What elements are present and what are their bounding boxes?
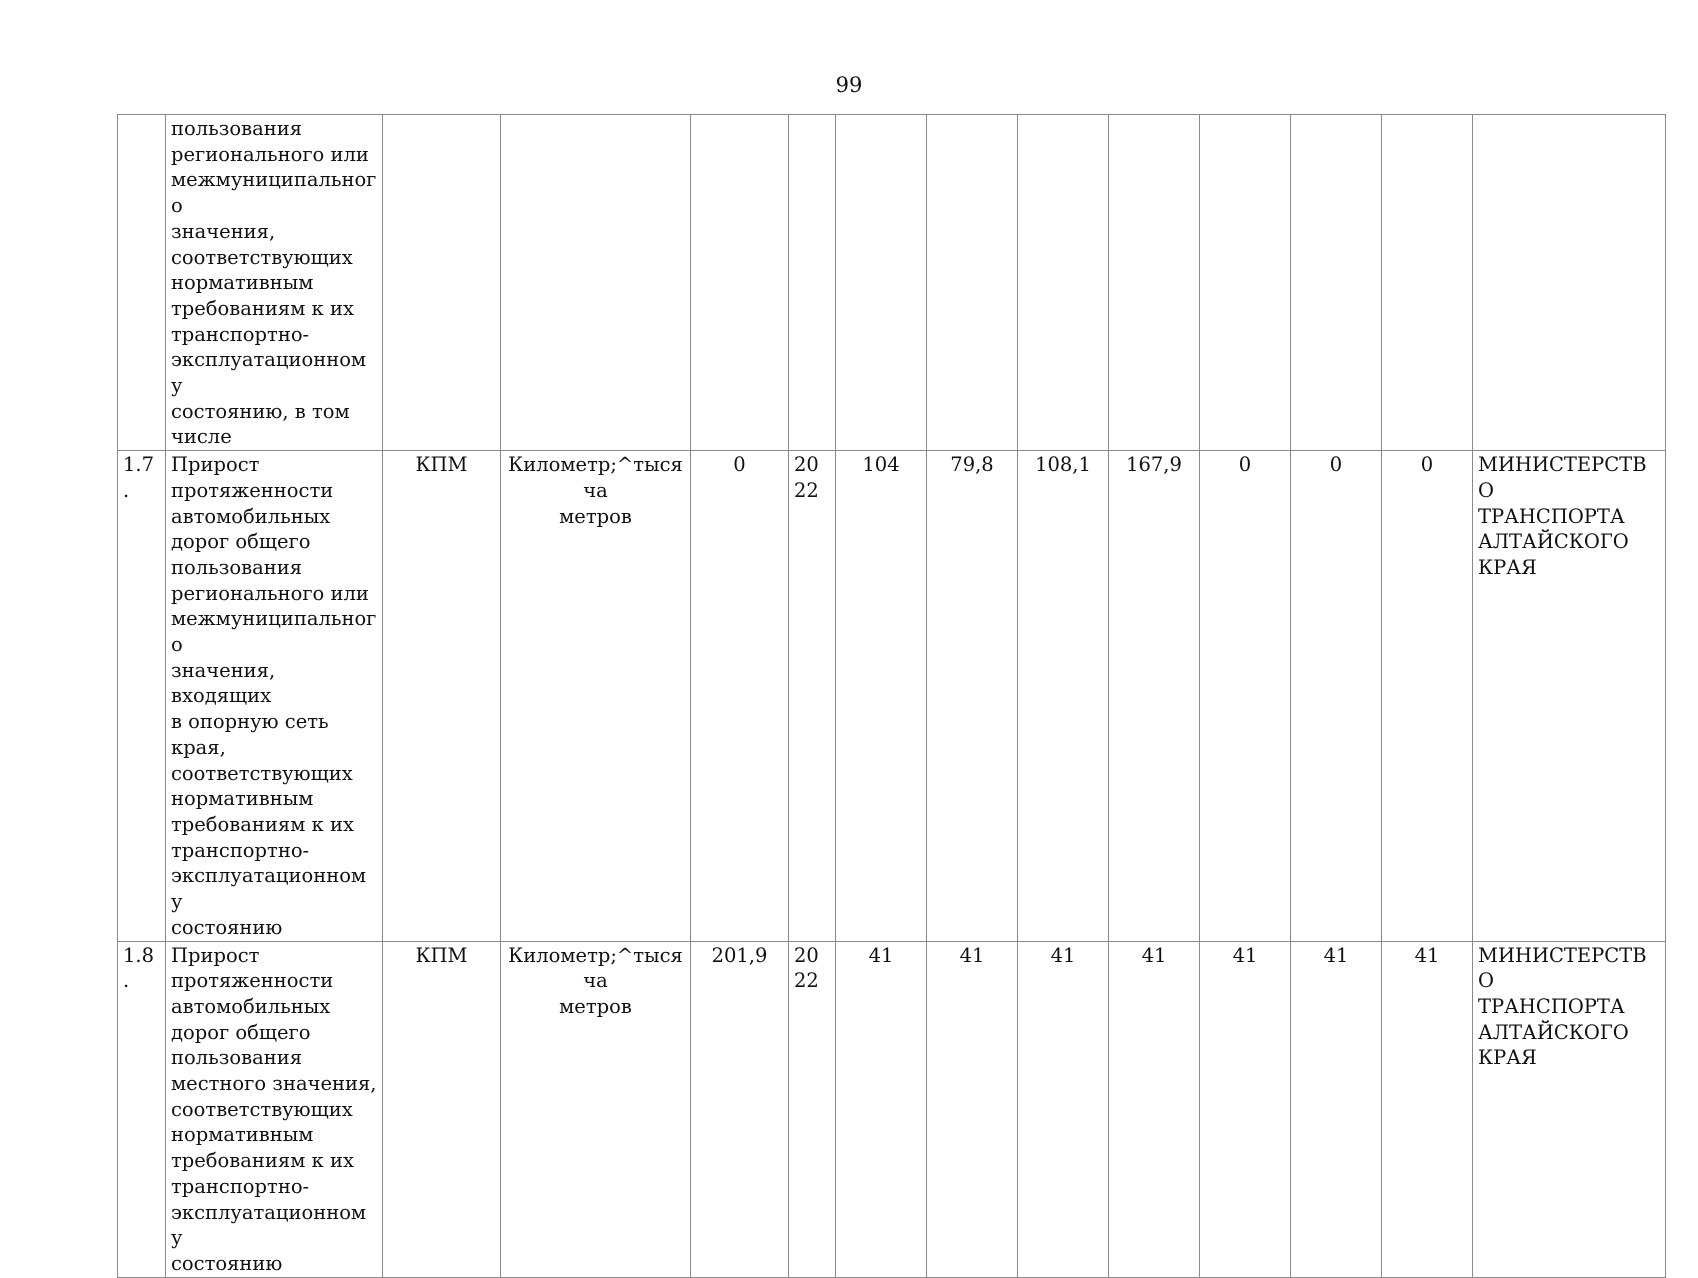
value-cell: [1291, 115, 1382, 451]
value-cell: [1018, 115, 1109, 451]
value-cell: [1109, 115, 1200, 451]
value-cell: 0: [1200, 451, 1291, 941]
row-number-cell: 1.8.: [118, 941, 166, 1277]
indicators-table: [117, 114, 1666, 1278]
value-cell: [927, 115, 1018, 451]
value-cell: [836, 115, 927, 451]
value-cell: 41: [1109, 941, 1200, 1277]
indicator-name-cell: Прирост протяженности автомобильных дорог общего пользования местного значения, соответствующих нормативным требованиям к их транспортно- эксплуатационному состоянию: [166, 941, 383, 1277]
value-cell: 41: [1018, 941, 1109, 1277]
unit-cell: [501, 115, 691, 451]
responsible-cell: МИНИСТЕРСТВО ТРАНСПОРТА АЛТАЙСКОГО КРАЯ: [1473, 941, 1666, 1277]
value-cell: 41: [1291, 941, 1382, 1277]
value-cell: [1200, 115, 1291, 451]
indicator-type-cell: КПМ: [383, 451, 501, 941]
table-row: [118, 941, 1666, 1277]
value-cell: 167,9: [1109, 451, 1200, 941]
base-value-cell: 0: [691, 451, 789, 941]
base-year-cell: 2022: [789, 941, 836, 1277]
row-number-cell: [118, 115, 166, 451]
page-number: 99: [835, 73, 863, 97]
indicator-name-cell: Прирост протяженности автомобильных дорог общего пользования регионального или межмуниципального значения, входящих в опорную сеть края, соответствующих нормативным требованиям к их транспортно- эксплуатационному состоянию: [166, 451, 383, 941]
indicator-type-cell: [383, 115, 501, 451]
value-cell: 41: [1200, 941, 1291, 1277]
responsible-cell: МИНИСТЕРСТВО ТРАНСПОРТА АЛТАЙСКОГО КРАЯ: [1473, 451, 1666, 941]
value-cell: 41: [1382, 941, 1473, 1277]
indicator-name-cell: пользования регионального или межмуниципального значения, соответствующих нормативным требованиям к их транспортно- эксплуатационному состоянию, в том числе: [166, 115, 383, 451]
unit-cell: Километр;^тысяча метров: [501, 941, 691, 1277]
value-cell: 0: [1382, 451, 1473, 941]
table-row: [118, 115, 1666, 451]
value-cell: 104: [836, 451, 927, 941]
base-year-cell: [789, 115, 836, 451]
value-cell: 0: [1291, 451, 1382, 941]
value-cell: 79,8: [927, 451, 1018, 941]
base-value-cell: 201,9: [691, 941, 789, 1277]
value-cell: [1382, 115, 1473, 451]
value-cell: 108,1: [1018, 451, 1109, 941]
base-value-cell: [691, 115, 789, 451]
row-number-cell: 1.7.: [118, 451, 166, 941]
indicator-type-cell: КПМ: [383, 941, 501, 1277]
table-row: [118, 451, 1666, 941]
responsible-cell: [1473, 115, 1666, 451]
base-year-cell: 2022: [789, 451, 836, 941]
value-cell: 41: [927, 941, 1018, 1277]
unit-cell: Километр;^тысяча метров: [501, 451, 691, 941]
value-cell: 41: [836, 941, 927, 1277]
